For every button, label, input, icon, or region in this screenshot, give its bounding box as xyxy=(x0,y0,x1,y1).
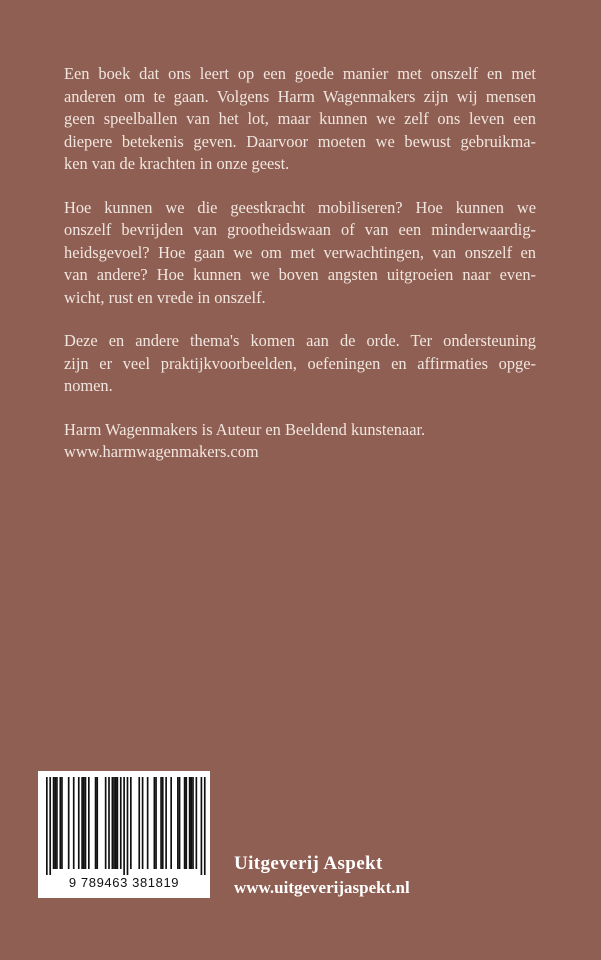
blurb-line: onszelf bevrijden van grootheidswaan of van een minderwaardig- xyxy=(64,220,536,239)
barcode-bar xyxy=(142,777,144,869)
blurb-line: nomen. xyxy=(64,376,113,395)
barcode-bar xyxy=(190,777,192,869)
barcode-bar xyxy=(115,777,117,869)
barcode-bar xyxy=(113,777,115,869)
barcode-bar xyxy=(123,777,125,875)
barcode-bar xyxy=(155,777,157,869)
barcode-bar xyxy=(138,777,140,869)
blurb-line: heidsgevoel? Hoe gaan we om met verwachtingen, van onszelf en xyxy=(64,242,536,262)
barcode-bar xyxy=(59,777,61,869)
barcode-bar xyxy=(105,777,107,869)
barcode-bar xyxy=(56,777,58,869)
barcode-bar xyxy=(53,777,55,869)
back-cover-blurb xyxy=(64,63,536,485)
barcode-bar xyxy=(54,777,56,869)
barcode-bar xyxy=(112,777,114,869)
barcode-bar xyxy=(160,777,162,869)
blurb-line: geen speelballen van het lot, maar kunnen we zelf ons leven een xyxy=(64,109,536,128)
barcode-bar xyxy=(130,777,132,869)
barcode-bar xyxy=(179,777,181,869)
barcode-bar xyxy=(201,777,203,875)
barcode-bar xyxy=(95,777,97,869)
author-website: www.harmwagenmakers.com xyxy=(64,442,259,461)
author-bio xyxy=(64,419,536,464)
barcode-bar xyxy=(192,777,194,869)
blurb-paragraph-1 xyxy=(64,63,536,176)
author-bio-line: Harm Wagenmakers is Auteur en Beeldend kunstenaar. xyxy=(64,419,426,439)
publisher-block xyxy=(234,852,410,900)
barcode-bar xyxy=(154,777,156,869)
barcode-bar xyxy=(204,777,206,875)
barcode-bar xyxy=(185,777,187,869)
publisher-name: Uitgeverij Aspekt xyxy=(234,853,383,874)
barcode-bar xyxy=(46,777,48,875)
barcode-bar xyxy=(127,777,129,875)
isbn-barcode xyxy=(38,771,210,898)
barcode-bar xyxy=(170,777,172,869)
barcode-bars xyxy=(38,771,210,875)
barcode-bar xyxy=(189,777,191,869)
blurb-line: wicht, rust en vrede in onszelf. xyxy=(64,287,266,307)
barcode-bar xyxy=(49,777,51,875)
barcode-bar xyxy=(68,777,70,869)
barcode-bar xyxy=(61,777,63,869)
blurb-paragraph-2 xyxy=(64,197,536,310)
blurb-line: Hoe kunnen we die geestkracht mobiliseren? Hoe kunnen we xyxy=(64,197,536,217)
barcode-bar xyxy=(184,777,186,869)
barcode-bar xyxy=(88,777,90,869)
barcode-bar xyxy=(196,777,198,869)
blurb-line: van andere? Hoe kunnen we boven angsten uitgroeien naar even- xyxy=(64,265,536,284)
barcode-bar xyxy=(117,777,119,869)
blurb-line: diepere betekenis geven. Daarvoor moeten we bewust gebruikma- xyxy=(64,131,536,151)
barcode-bar xyxy=(165,777,167,869)
blurb-line: Een boek dat ons leert op een goede manier met onszelf en met xyxy=(64,64,536,83)
barcode-bar xyxy=(78,777,80,869)
blurb-line: ken van de krachten in onze geest. xyxy=(64,154,290,173)
barcode-bar xyxy=(73,777,75,869)
isbn-number: 9 789463 381819 xyxy=(68,875,180,890)
barcode-bar xyxy=(177,777,179,869)
blurb-line: zijn er veel praktijkvoorbeelden, oefeningen en affirmaties opge- xyxy=(64,353,536,373)
barcode-bar xyxy=(81,777,83,869)
barcode-bar xyxy=(120,777,122,869)
blurb-line: anderen om te gaan. Volgens Harm Wagenmakers zijn wij mensen xyxy=(64,86,536,106)
barcode-bar xyxy=(108,777,110,869)
publisher-url: www.uitgeverijaspekt.nl xyxy=(234,878,410,897)
barcode-bar xyxy=(147,777,149,869)
blurb-paragraph-3 xyxy=(64,330,536,398)
barcode-bar xyxy=(83,777,85,869)
blurb-line: Deze en andere thema's komen aan de orde. Ter ondersteuning xyxy=(64,331,536,350)
barcode-bar xyxy=(85,777,87,869)
barcode-bar xyxy=(162,777,164,869)
barcode-bar xyxy=(96,777,98,869)
